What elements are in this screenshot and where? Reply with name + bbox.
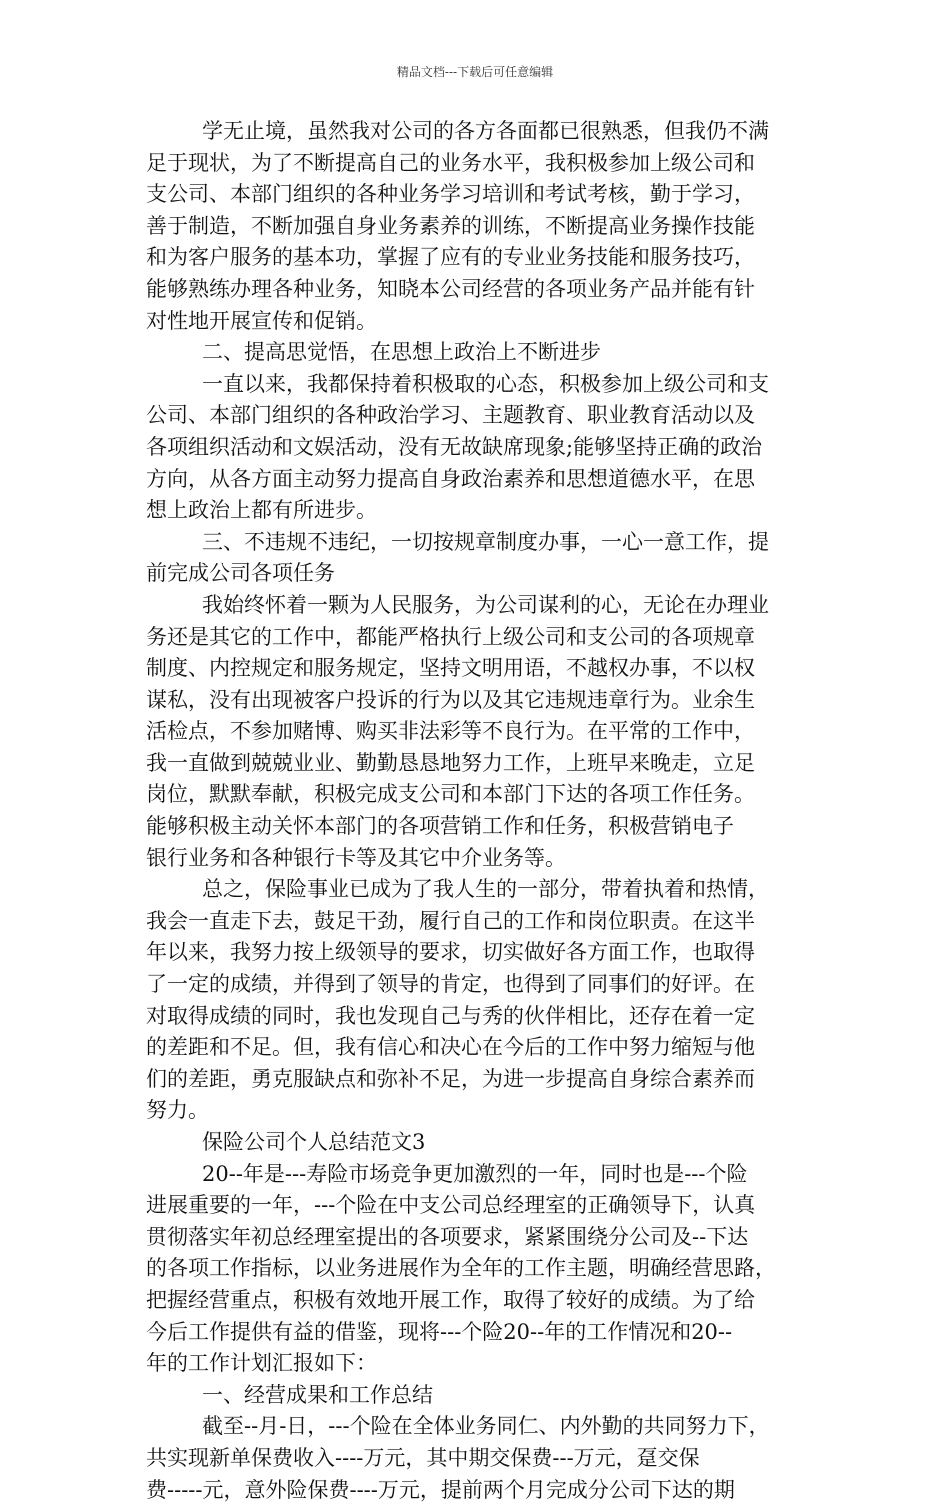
text-line: 前完成公司各项任务 — [146, 561, 335, 586]
text-line: 三、不违规不违纪，一切按规章制度办事，一心一意工作，提 — [202, 529, 769, 554]
text-line: 我一直做到兢兢业业、勤勤恳恳地努力工作，上班早来晚走，立足 — [146, 750, 755, 775]
text-line: 和为客户服务的基本功，掌握了应有的专业业务技能和服务技巧， — [146, 245, 755, 270]
text-line: 的差距和不足。但，我有信心和决心在今后的工作中努力缩短与他 — [146, 1035, 755, 1060]
text-line: 善于制造，不断加强自身业务素养的训练，不断提高业务操作技能 — [146, 213, 755, 238]
text-line: 务还是其它的工作中，都能严格执行上级公司和支公司的各项规章 — [146, 624, 755, 649]
text-line: 一直以来，我都保持着积极取的心态，积极参加上级公司和支 — [202, 371, 769, 396]
text-line: 能够熟练办理各种业务，知晓本公司经营的各项业务产品并能有针 — [146, 276, 755, 301]
text-line: 的各项工作指标，以业务进展作为全年的工作主题，明确经营思路， — [146, 1256, 776, 1281]
text-line: 谋私，没有出现被客户投诉的行为以及其它违规违章行为。业余生 — [146, 687, 755, 712]
text-line: 一、经营成果和工作总结 — [202, 1382, 433, 1407]
text-line: 总之，保险事业已成为了我人生的一部分，带着执着和热情， — [202, 877, 769, 902]
text-line: 年以来，我努力按上级领导的要求，切实做好各方面工作，也取得 — [146, 940, 755, 965]
text-line: 方向，从各方面主动努力提高自身政治素养和思想道德水平，在思 — [146, 466, 755, 491]
text-line: 保险公司个人总结范文3 — [202, 1130, 426, 1154]
text-line: 公司、本部门组织的各种政治学习、主题教育、职业教育活动以及 — [146, 403, 755, 428]
text-line: 年的工作计划汇报如下： — [146, 1351, 377, 1376]
text-line: 20--年是---寿险市场竞争更加激烈的一年，同时也是---个险 — [202, 1161, 748, 1186]
text-line: 截至--月-日，---个险在全体业务同仁、内外勤的共同努力下， — [202, 1414, 770, 1439]
text-line: 能够积极主动关怀本部门的各项营销工作和任务，积极营销电子 — [146, 814, 734, 839]
text-line: 把握经营重点，积极有效地开展工作，取得了较好的成绩。为了给 — [146, 1287, 755, 1312]
text-line: 贯彻落实年初总经理室提出的各项要求，紧紧围绕分公司及--下达 — [146, 1224, 749, 1249]
text-line: 共实现新单保费收入----万元，其中期交保费---万元，趸交保 — [146, 1445, 700, 1470]
text-line: 对取得成绩的同时，我也发现自己与秀的伙伴相比，还存在着一定 — [146, 1003, 755, 1028]
text-line: 我始终怀着一颗为人民服务，为公司谋利的心，无论在办理业 — [202, 592, 769, 617]
text-line: 费-----元，意外险保费----万元，提前两个月完成分公司下达的期 — [146, 1477, 735, 1502]
text-line: 岗位，默默奉献，积极完成支公司和本部门下达的各项工作任务。 — [146, 782, 755, 807]
text-line: 银行业务和各种银行卡等及其它中介业务等。 — [146, 845, 566, 870]
text-line: 今后工作提供有益的借鉴，现将---个险20--年的工作情况和20-- — [146, 1319, 733, 1344]
text-line: 们的差距，勇克服缺点和弥补不足，为进一步提高自身综合素养而 — [146, 1066, 755, 1091]
text-line: 了一定的成绩，并得到了领导的肯定，也得到了同事们的好评。在 — [146, 972, 755, 997]
text-line: 制度、内控规定和服务规定，坚持文明用语，不越权办事，不以权 — [146, 656, 755, 681]
text-line: 进展重要的一年，---个险在中支公司总经理室的正确领导下，认真 — [146, 1193, 756, 1218]
text-line: 对性地开展宣传和促销。 — [146, 308, 377, 333]
text-line: 支公司、本部门组织的各种业务学习培训和考试考核，勤于学习， — [146, 182, 755, 207]
text-line: 各项组织活动和文娱活动，没有无故缺席现象;能够坚持正确的政治 — [146, 434, 763, 459]
text-line: 想上政治上都有所进步。 — [146, 498, 377, 523]
text-line: 努力。 — [146, 1098, 209, 1123]
text-line: 学无止境，虽然我对公司的各方各面都已很熟悉，但我仍不满 — [202, 119, 769, 143]
text-line: 我会一直走下去，鼓足干劲，履行自己的工作和岗位职责。在这半 — [146, 908, 755, 933]
text-line: 活检点，不参加赌博、购买非法彩等不良行为。在平常的工作中， — [146, 719, 755, 744]
document-body — [146, 116, 811, 1506]
text-line: 足于现状，为了不断提高自己的业务水平，我积极参加上级公司和 — [146, 150, 755, 175]
page-header: 精品文档---下载后可任意编辑 — [396, 65, 554, 79]
text-line: 二、提高思觉悟，在思想上政治上不断进步 — [202, 340, 601, 365]
